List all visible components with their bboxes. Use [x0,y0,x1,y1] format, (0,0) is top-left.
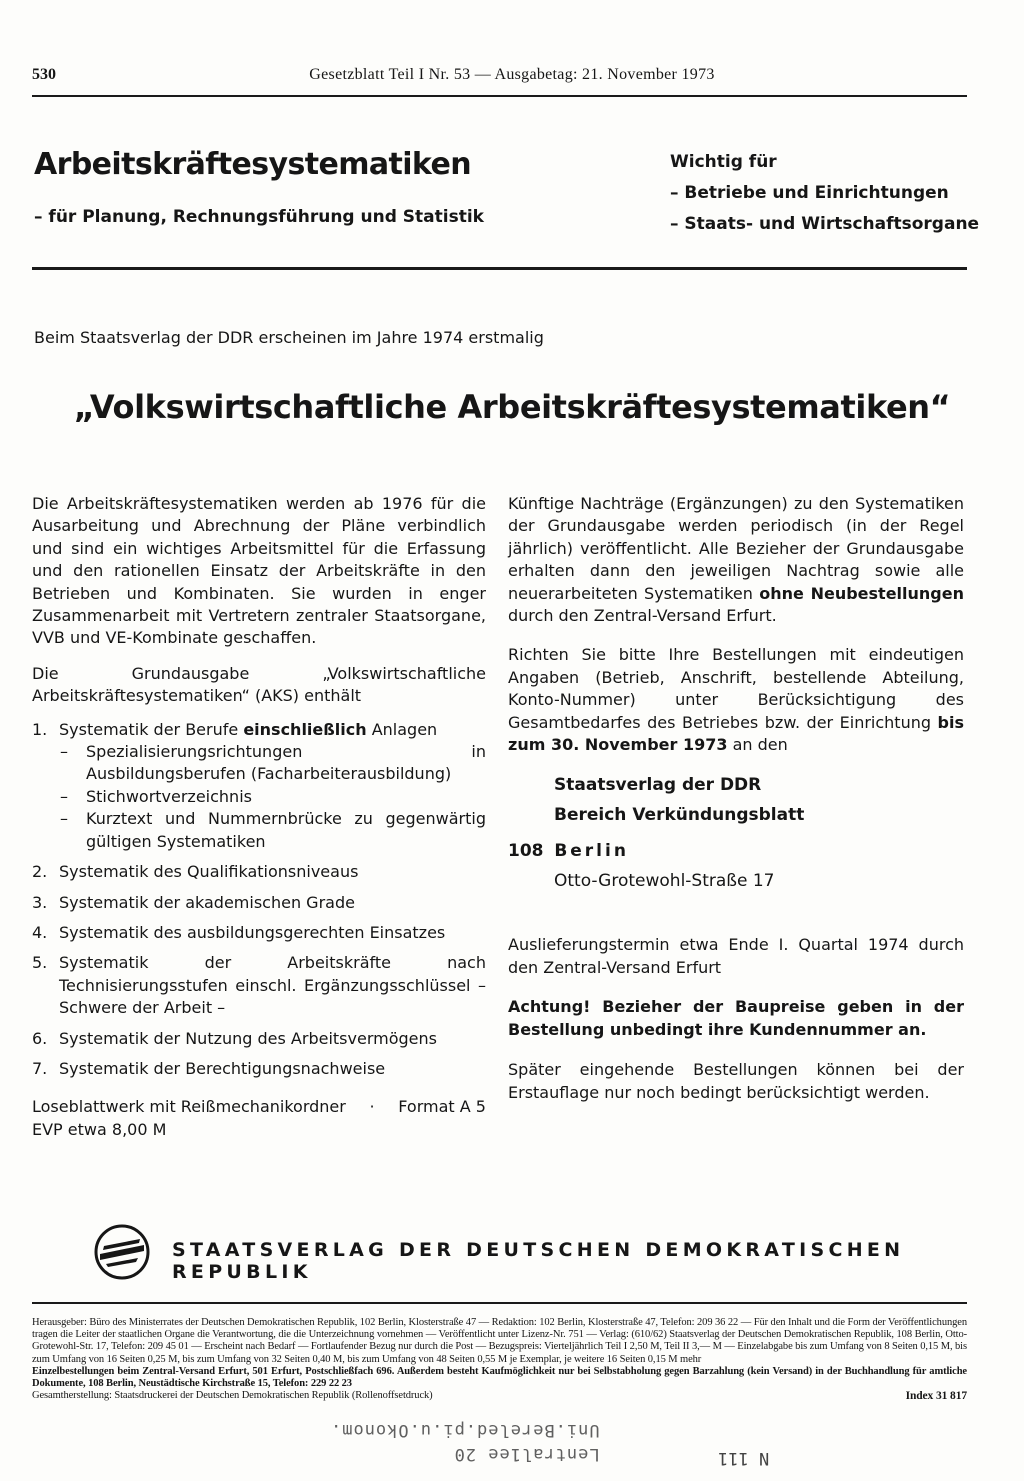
publication-title: „Volkswirtschaftliche Arbeitskräftesystematiken“ [73,388,951,426]
important-item: – Betriebe und Einrichtungen [670,183,949,203]
list-item: 7. Systematik der Berechtigungsnachweise [32,1058,386,1078]
left-column [32,493,486,1141]
publisher-name: STAATSVERLAG DER DEUTSCHEN DEMOKRATISCHEN REPUBLIK [172,1239,905,1283]
footer-rule [32,1302,967,1304]
address-street: Otto-Grotewohl-Straße 17 [554,871,775,892]
contents-intro: Die Grundausgabe „Volkswirtschaftliche Arbeitskräftesystematiken“ (AKS) enthält [32,663,486,706]
section-rule [32,267,967,270]
right-column [508,493,964,1104]
list-item: 5. Systematik der Arbeitskräfte nach Technisierungsstufen einschl. Ergänzungsschlüssel – Schwere der Arbeit – [32,953,486,1018]
page-number: 530 [32,66,56,83]
list-item: 3. Systematik der akademischen Grade [32,892,355,912]
imprint-orders: Einzelbestellungen beim Zentral-Versand Erfurt, 501 Erfurt, Postschließfach 696. Außerdem besteht Kaufmöglichkeit nur bei Selbstabholung gegen Barzahlung (kein Versand) in der Buchhandlung für amtliche Dokumente, 108 Berlin, Neustädtische Kirchstraße 15, Telefon: 229 22 23 [32,1365,967,1390]
gazette-header: Gesetzblatt Teil I Nr. 53 — Ausgabetag: 21. November 1973 [309,66,715,83]
price: EVP etwa 8,00 M [32,1119,167,1139]
sub-item: – Stichwortverzeichnis [60,786,252,806]
sub-item: – Kurztext und Nummernbrücke zu gegenwärtig gültigen Systematiken [60,809,486,851]
item-number: 1. [32,719,48,739]
sub-item: – Spezialisierungsrichtungen in Ausbildungsberufen (Facharbeiterausbildung) [60,742,486,784]
appendix-list [59,741,486,853]
imprint-text: Herausgeber: Büro des Ministerrates der Deutschen Demokratischen Republik, 102 Berlin, Klosterstraße 47 — Redaktion: 102 Berlin, Klosterstraße 47, Telefon: 209 36 22 — Für den Inhalt und die Form der Veröffentlichungen tragen die Leiter der staatlichen Organe die Verantwortung, die die Unterzeichnung vornehmen — Veröffentlicht unter Lizenz-Nr. 751 — Verlag: (610/62) Staatsverlag der Deutschen Demokratischen Republik, 108 Berlin, Otto-Grotewohl-Str. 17, Telefon: 209 45 01 — Erscheint nach Bedarf — Fortlaufender Bezug nur durch die Post — Bezugspreis: Vierteljährlich Teil I 2,50 M, Teil II 3,— M — Einzelabgabe bis zum Umfang von 8 Seiten 0,15 M, bis zum Umfang von 16 Seiten 0,25 M, bis zum Umfang von 32 Seiten 0,40 M, bis zum Umfang von 48 Seiten 0,55 M je Exemplar, je weitere 16 Seiten 0,15 M mehr [32,1317,967,1365]
important-item: – Staats- und Wirtschaftsorgane [670,214,980,234]
library-stamp: Lentral1ee 20 Uni.Bereled.pi.u.Okonom. [330,1420,600,1464]
index-number: Index 31 817 [905,1390,967,1403]
imprint [32,1317,967,1402]
address-publisher: Staatsverlag der DDR [554,775,762,796]
format-line: Loseblattwerk mit Reißmechanikordner · Format A 5 [32,1097,486,1117]
list-item: 6. Systematik der Nutzung des Arbeitsvermögens [32,1028,437,1048]
important-heading: Wichtig für [670,152,777,172]
late-orders-note: Später eingehende Bestellungen können bei der Erstauflage nur noch bedingt berücksichtigt werden. [508,1060,964,1102]
publisher-logo-icon [94,1224,150,1280]
emphasis: einschließlich [243,719,367,739]
stamp-number: N 111 [718,1448,770,1468]
headline: Arbeitskräftesystematiken [34,147,471,182]
subheadline: – für Planung, Rechnungsführung und Statistik [34,207,484,227]
imprint-printer: Gesamtherstellung: Staatsdruckerei der Deutschen Demokratischen Republik (Rollenoffsetdruck) [32,1390,433,1402]
contents-list [32,719,486,1081]
delivery-note: Auslieferungstermin etwa Ende I. Quartal 1974 durch den Zentral-Versand Erfurt [508,935,964,977]
intro-line: Beim Staatsverlag der DDR erscheinen im Jahre 1974 erstmalig [34,328,544,347]
important-for-box [670,147,979,240]
supplements-paragraph: Künftige Nachträge (Ergänzungen) zu den Systematiken der Grundausgabe werden periodisch (in der Regel jährlich) veröffentlicht. Alle Bezieher der Grundausgabe erhalten dann den jeweiligen Nachtrag sowie alle neuerarbeiteten Systematiken ohne Neubestellungen durch den Zentral-Versand Erfurt. [508,494,965,626]
list-item: 2. Systematik des Qualifikationsniveaus [32,862,359,882]
address-city: 108 Berlin [508,841,629,862]
list-item: 4. Systematik des ausbildungsgerechten Einsatzes [32,922,446,942]
list-item: 1. Systematik der Berufe einschließlich Anlagen – Spezialisierungsrichtungen in Ausbildungsberufen (Facharbeiterausbildung) – Stichwortverzeichnis – Kurztext und Nummernbrücke zu gegenwärtig gültigen Systematiken [32,719,486,853]
address-department: Bereich Verkündungsblatt [554,805,805,826]
attention-note: Achtung! Bezieher der Baupreise geben in der Bestellung unbedingt ihre Kundennummer an. [508,997,964,1039]
description-paragraph: Die Arbeitskräftesystematiken werden ab 1976 für die Ausarbeitung und Abrechnung der Pläne verbindlich und sind ein wichtiges Arbeitsmittel für die Erfassung und den rationellen Einsatz der Arbeitskräfte in den Betrieben und Kombinaten. Sie wurden in enger Zusammenarbeit mit Vertretern zentraler Staatsorgane, VVB und VE-Kombinate geschaffen. [32,494,486,648]
order-paragraph: Richten Sie bitte Ihre Bestellungen mit eindeutigen Angaben (Betrieb, Anschrift, bestellende Abteilung, Konto-Nummer) unter Berücksichtigung des Gesamtbedarfes des Betriebes bzw. der Einrichtung bis zum 30. November 1973 an den [508,645,964,755]
header-rule [32,95,967,97]
